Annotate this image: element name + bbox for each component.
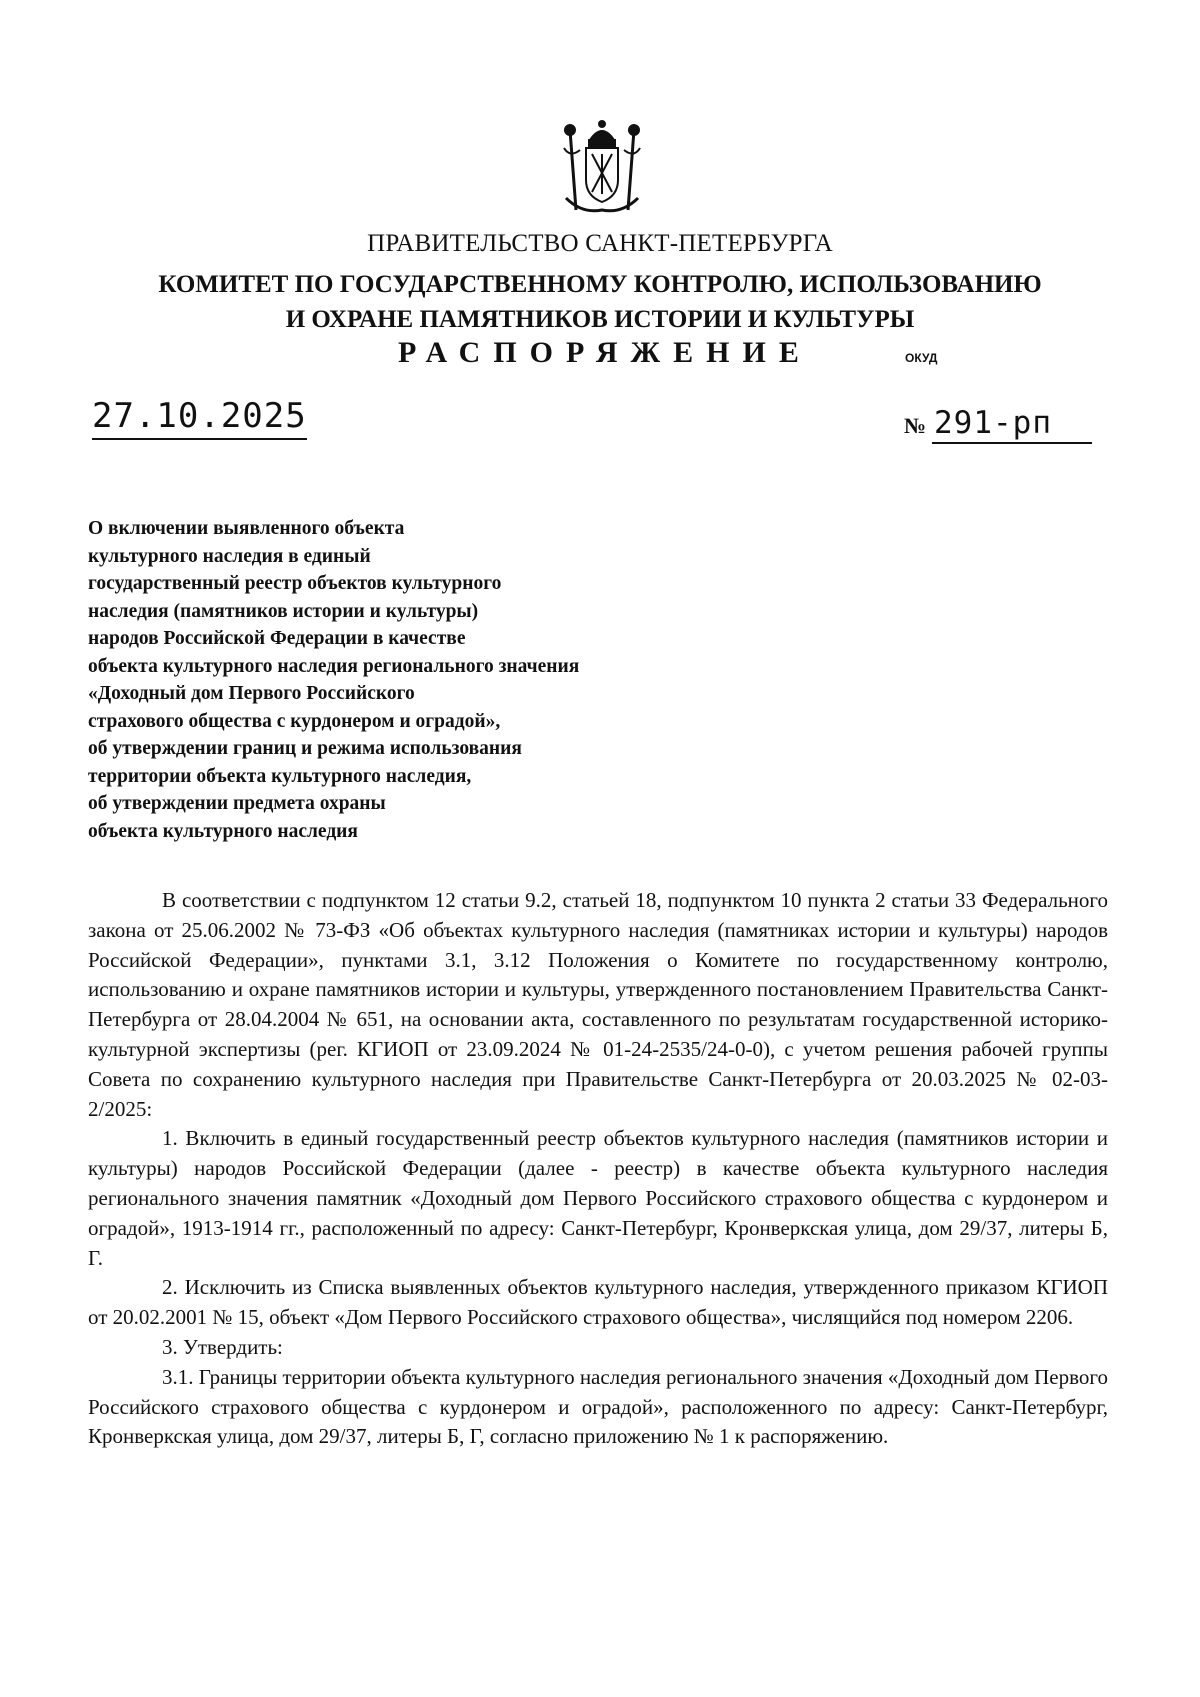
- title-line: об утверждении границ и режима использования: [88, 738, 522, 759]
- committee-name: [0, 267, 1200, 337]
- title-line: культурного наследия в единый: [88, 545, 371, 567]
- clause-3: 3. Утвердить:: [162, 1334, 283, 1359]
- document-date: 27.10.2025: [92, 396, 307, 440]
- title-line: страхового общества с курдонером и оградой»,: [88, 710, 501, 732]
- title-line: наследия (памятников истории и культуры): [88, 600, 479, 622]
- document-number: 291-рп: [934, 405, 1052, 441]
- coat-of-arms-emblem: [556, 118, 648, 218]
- document-body: [88, 886, 1108, 1452]
- title-line: О включении выявленного объекта: [88, 518, 405, 539]
- committee-name-line-2: И ОХРАНЕ ПАМЯТНИКОВ ИСТОРИИ И КУЛЬТУРЫ: [285, 306, 915, 333]
- clause-2: 2. Исключить из Списка выявленных объектов культурного наследия, утвержденного приказом КГИОП от 20.02.2001 № 15, объект «Дом Первого Российского страхового общества», числящийся под номером 2206.: [88, 1275, 1108, 1330]
- government-name: ПРАВИТЕЛЬСТВО САНКТ-ПЕТЕРБУРГА: [367, 230, 833, 257]
- okud-label: ОКУД: [905, 351, 938, 365]
- document-title: [88, 515, 808, 845]
- clause-1: 1. Включить в единый государственный реестр объектов культурного наследия (памятников истории и культуры) народов Российской Федерации (далее - реестр) в качестве объекта культурного наследия регионального значения памятник «Доходный дом Первого Российского страхового общества с курдонером и оградой», 1913-1914 гг., расположенный по адресу: Санкт-Петербург, Кронверкская улица, дом 29/37, литеры Б, Г.: [88, 1126, 1108, 1270]
- title-line: об утверждении предмета охраны: [88, 793, 386, 814]
- title-line: объекта культурного наследия регионального значения: [88, 655, 580, 677]
- title-line: народов Российской Федерации в качестве: [88, 628, 466, 649]
- committee-name-line-1: КОМИТЕТ ПО ГОСУДАРСТВЕННОМУ КОНТРОЛЮ, ИСПОЛЬЗОВАНИЮ: [158, 271, 1042, 298]
- preamble-paragraph: В соответствии с подпунктом 12 статьи 9.2, статьей 18, подпунктом 10 пункта 2 статьи 33 Федерального закона от 25.06.2002 № 73-ФЗ «Об объектах культурного наследия (памятниках истории и культуры) народов Российской Федерации», пунктами 3.1, 3.12 Положения о Комитете по государственному контролю, использованию и охране памятников истории и культуры, утвержденного постановлением Правительства Санкт-Петербурга от 28.04.2004 № 651, на основании акта, составленного по результатам государственной историко-культурной экспертизы (рег. КГИОП от 23.09.2024 № 01-24-2535/24-0-0), с учетом решения рабочей группы Совета по сохранению культурного наследия при Правительстве Санкт-Петербурга от 20.03.2025 № 02-03-2/2025:: [88, 888, 1108, 1121]
- title-line: «Доходный дом Первого Российского: [88, 683, 415, 704]
- number-underline: [932, 442, 1092, 444]
- title-line: объекта культурного наследия: [88, 820, 358, 842]
- clause-3-1: 3.1. Границы территории объекта культурного наследия регионального значения «Доходный дом Первого Российского страхового общества с курдонером и оградой», расположенного по адресу: Санкт-Петербург, Кронверкская улица, дом 29/37, литеры Б, Г, согласно приложению № 1 к распоряжению.: [88, 1364, 1108, 1449]
- title-line: территории объекта культурного наследия,: [88, 765, 472, 787]
- document-number-block: [904, 405, 1092, 447]
- number-sign: №: [904, 413, 927, 438]
- document-type: РАСПОРЯЖЕНИЕ: [398, 336, 812, 369]
- title-line: государственный реестр объектов культурного: [88, 573, 502, 594]
